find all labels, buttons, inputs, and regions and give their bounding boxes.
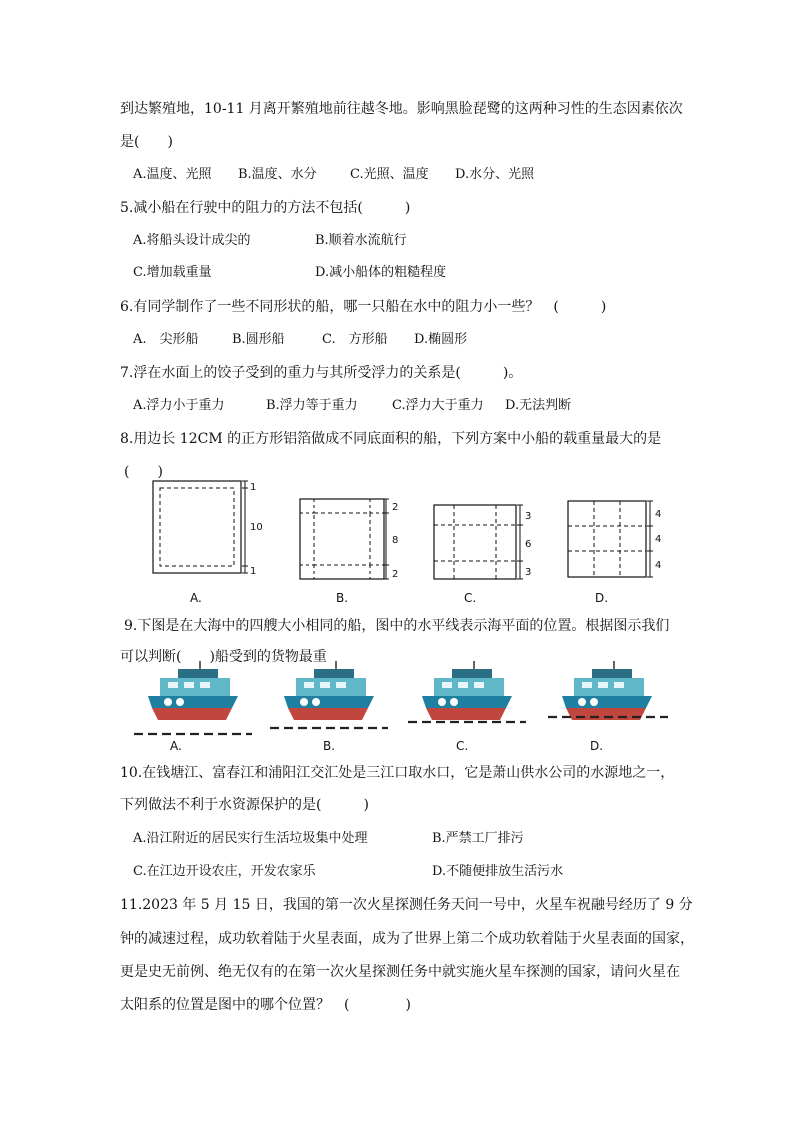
q8-figure-d xyxy=(566,499,686,581)
q7-stem: 7.浮在水面上的饺子受到的重力与其所受浮力的关系是( )。 xyxy=(120,365,523,381)
q7-option-b: B.浮力等于重力 xyxy=(266,398,358,413)
q7-option-c: C.浮力大于重力 xyxy=(392,398,484,413)
q8-caption-a: A. xyxy=(190,591,202,605)
q6-option-d: D.椭圆形 xyxy=(414,332,468,347)
q5-option-c: C.增加载重量 xyxy=(133,265,212,280)
q8-a-label-bottom: 1 xyxy=(250,566,257,577)
q6-option-a: A. 尖形船 xyxy=(133,332,199,347)
q8-d-label-mid: 4 xyxy=(655,534,662,545)
q4-option-a: A.温度、光照 xyxy=(133,167,212,182)
q8-c-label-bottom: 3 xyxy=(525,567,532,578)
q9-stem-2: 可以判断( )船受到的货物最重 xyxy=(120,649,327,665)
q10-option-c: C.在江边开设农庄，开发农家乐 xyxy=(133,864,316,879)
q8-caption-b: B. xyxy=(336,591,349,605)
q5-option-a: A.将船头设计成尖的 xyxy=(133,233,251,248)
q11-stem-line-3: 更是史无前例、绝无仅有的在第一次火星探测任务中就实施火星车探测的国家，请问火星在 xyxy=(120,964,680,980)
q9-ship-b xyxy=(270,658,410,742)
q4-option-c: C.光照、温度 xyxy=(350,167,429,182)
q10-stem-2: 下列做法不利于水资源保护的是( ) xyxy=(120,797,369,813)
q8-a-label-top: 1 xyxy=(250,482,257,493)
q10-option-a: A.沿江附近的居民实行生活垃圾集中处理 xyxy=(133,831,368,846)
q5-option-d: D.减小船体的粗糙程度 xyxy=(315,265,447,280)
q8-b-label-bottom: 2 xyxy=(392,569,399,580)
q9-ship-d xyxy=(548,658,688,742)
q9-stem: 9.下图是在大海中的四艘大小相同的船，图中的水平线表示海平面的位置。根据图示我们 xyxy=(124,618,670,634)
q9-caption-a: A. xyxy=(170,739,182,753)
q5-option-b: B.顺着水流航行 xyxy=(315,233,407,248)
q4-option-b: B.温度、水分 xyxy=(238,167,317,182)
q6-option-b: B.圆形船 xyxy=(232,332,285,347)
q8-figure-b xyxy=(298,497,418,582)
q10-stem: 10.在钱塘江、富春江和浦阳江交汇处是三江口取水口，它是萧山供水公司的水源地之一， xyxy=(120,765,675,781)
q10-option-d: D.不随便排放生活污水 xyxy=(432,864,564,879)
q6-stem: 6.有同学制作了一些不同形状的船，哪一只船在水中的阻力小一些？ ( ) xyxy=(120,299,607,315)
q8-figure-a xyxy=(150,478,270,578)
q9-caption-c: C. xyxy=(456,739,469,753)
q8-b-label-mid: 8 xyxy=(392,535,399,546)
q8-stem: 8.用边长 12CM 的正方形铝箔做成不同底面积的船，下列方案中小船的载重量最大的是 xyxy=(120,431,662,447)
q6-option-c: C. 方形船 xyxy=(322,332,388,347)
q8-stem-2: ( ) xyxy=(124,464,163,480)
q8-a-label-mid: 10 xyxy=(250,522,263,533)
q8-figure-c xyxy=(432,503,552,583)
q8-caption-d: D. xyxy=(595,591,609,605)
q8-d-label-top: 4 xyxy=(655,509,662,520)
q8-c-label-mid: 6 xyxy=(525,539,532,550)
q5-stem: 5.减小船在行驶中的阻力的方法不包括( ) xyxy=(120,200,411,216)
q9-ship-c xyxy=(408,658,548,742)
q9-ship-a xyxy=(134,658,274,742)
q11-stem-line-2: 钟的减速过程，成功软着陆于火星表面，成为了世界上第二个成功软着陆于火星表面的国家， xyxy=(120,931,694,947)
q9-caption-d: D. xyxy=(590,739,604,753)
q10-option-b: B.严禁工厂排污 xyxy=(432,831,524,846)
q7-option-a: A.浮力小于重力 xyxy=(133,398,225,413)
q4-stem-line-2: 是( ) xyxy=(120,134,173,150)
q8-d-label-bottom: 4 xyxy=(655,560,662,571)
q4-stem-line: 到达繁殖地，10-11 月离开繁殖地前往越冬地。影响黑脸琵鹭的这两种习性的生态因素依次 xyxy=(120,101,683,117)
q8-b-label-top: 2 xyxy=(392,502,399,513)
q8-caption-c: C. xyxy=(464,591,477,605)
q7-option-d: D.无法判断 xyxy=(505,398,572,413)
q9-caption-b: B. xyxy=(323,739,336,753)
q11-stem-line-1: 11.2023 年 5 月 15 日，我国的第一次火星探测任务天问一号中，火星车祝融号经历了 9 分 xyxy=(120,897,693,913)
q4-option-d: D.水分、光照 xyxy=(455,167,535,182)
q11-stem-line-4: 太阳系的位置是图中的哪个位置？ ( ) xyxy=(120,997,411,1013)
q8-c-label-top: 3 xyxy=(525,511,532,522)
